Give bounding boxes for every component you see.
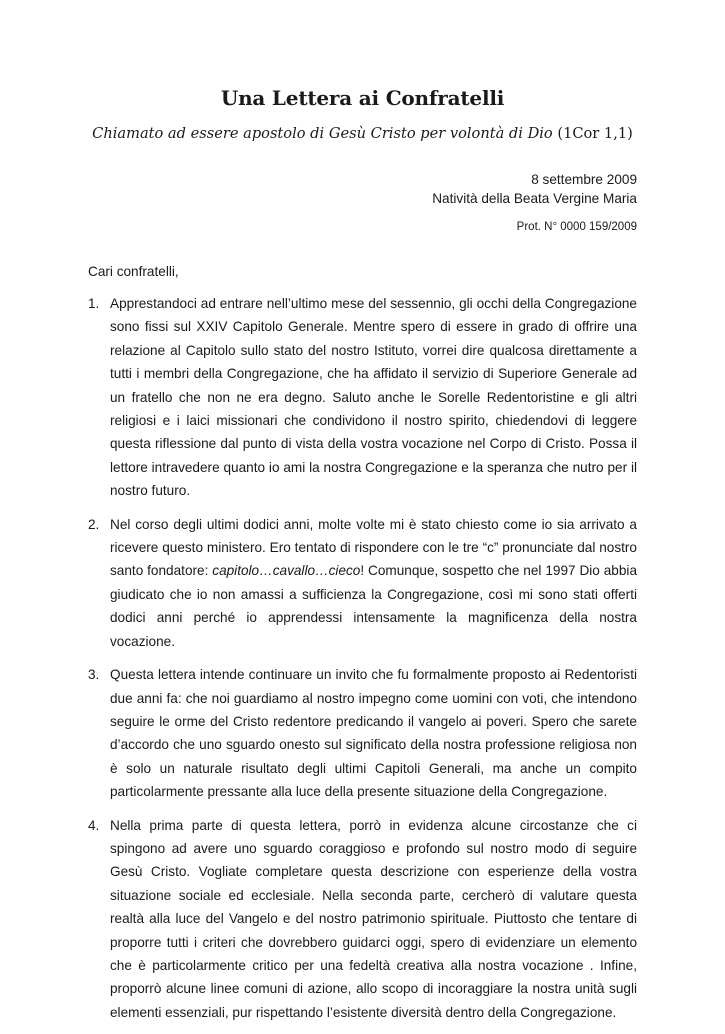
subtitle-quote: Chiamato ad essere apostolo di Gesù Cristo per volontà di Dio xyxy=(92,125,553,142)
paragraph-number: 1. xyxy=(88,296,100,311)
document-subtitle xyxy=(0,125,725,142)
document-title: Una Lettera ai Confratelli xyxy=(220,86,505,110)
paragraph-2 xyxy=(88,513,637,653)
subtitle-reference: (1Cor 1,1) xyxy=(552,125,633,142)
salutation: Cari confratelli, xyxy=(88,264,179,279)
paragraph-italic-text: capitolo…cavallo…cieco xyxy=(212,563,361,579)
paragraph-1 xyxy=(88,292,637,503)
paragraph-number: 2. xyxy=(88,516,100,532)
paragraph-4 xyxy=(88,814,637,1025)
paragraph-number: 3. xyxy=(88,667,100,683)
paragraph-text: Nella prima parte di questa lettera, porrò in evidenza alcune circostanze che ci spingono ad avere uno sguardo coraggioso e profondo sul nostro modo di seguire Gesù Cristo. Vogliate completare questa descrizione con esperienze della vostra situazione sociale ed ecclesiale. Nella seconda parte, cercherò di valutare questa realtà alla luce del Vangelo e del nostro patrimonio spirituale. Piuttosto che tentare di proporre tutti i criteri che dovrebbero guidarci oggi, spero di evidenziare un elemento che è particolarmente critico per una fedeltà creativa alla nostra vocazione . Infine, proporrò alcune linee comuni di azione, allo scopo di incoraggiare la nostra unità sugli elementi essenziali, pur rispettando l’esistente diversità dentro della Congregazione. xyxy=(110,817,637,1020)
letter-date: 8 settembre 2009 xyxy=(531,172,637,187)
paragraph-text: Questa lettera intende continuare un invito che fu formalmente proposto ai Redentoristi due anni fa: che noi guardiamo al nostro impegno come uomini con voti, che intendono seguire le orme del Cristo redentore predicando il vangelo ai poveri. Spero che sarete d’accordo che uno sguardo onesto sul significato della nostra professione religiosa non è solo un naturale risultato degli ultimi Capitoli Generali, ma anche un compito particolarmente pressante alla luce della presente situazione della Congregazione. xyxy=(110,667,637,800)
paragraph-3 xyxy=(88,663,637,803)
paragraph-number: 4. xyxy=(88,817,100,833)
numbered-paragraphs xyxy=(88,292,637,1034)
paragraph-text: Nel corso degli ultimi dodici anni, molte volte mi è stato chiesto come io sia arrivato a ricevere questo ministero. Ero tentato di rispondere con le tre “c” pronunciate dal nostro santo fondatore: xyxy=(110,516,637,579)
paragraph-text-end: ! Comunque, sospetto che nel 1997 Dio abbia giudicato che io non amassi a sufficienza la Congregazione, così mi sono stati offerti dodici anni perché io apprendessi intensamente la magnificenza della nostra vocazione. xyxy=(110,563,637,649)
letter-feast: Natività della Beata Vergine Maria xyxy=(432,191,637,206)
protocol-number: Prot. N° 0000 159/2009 xyxy=(516,221,637,233)
paragraph-text: Apprestandoci ad entrare nell’ultimo mese del sessennio, gli occhi della Congregazione sono fissi sul XXIV Capitolo Generale. Mentre spero di essere in grado di offrire una relazione al Capitolo sullo stato del nostro Istituto, vorrei dire qualcosa direttamente a tutti i membri della Congregazione, che ha affidato il servizio di Superiore Generale ad un fratello che non ne era degno. Saluto anche le Sorelle Redentoristine e gli altri religiosi e i laici missionari che condividono il nostro spirito, chiedendovi di leggere questa riflessione dal punto di vista della vostra vocazione nel Corpo di Cristo. Possa il lettore intravedere quanto io ami la nostra Congregazione e la speranza che nutro per il nostro futuro. xyxy=(110,296,637,499)
